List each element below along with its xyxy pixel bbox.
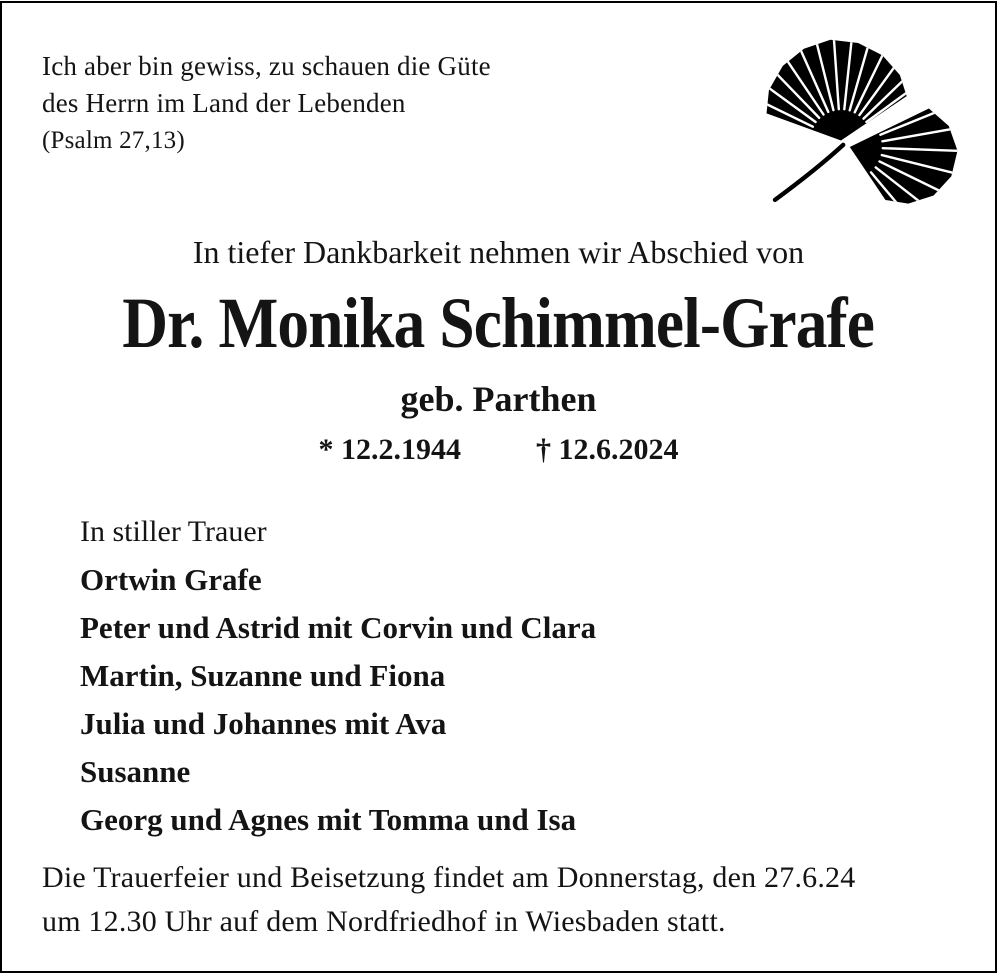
deceased-name bbox=[0, 283, 997, 363]
mourner-name: Julia und Johannes mit Ava bbox=[80, 706, 447, 741]
death-date: † 12.6.2024 bbox=[536, 433, 679, 466]
intro-line: In tiefer Dankbarkeit nehmen wir Abschied von bbox=[192, 234, 805, 270]
psalm-citation: (Psalm 27,13) bbox=[42, 127, 185, 154]
mourner-name: Ortwin Grafe bbox=[80, 562, 262, 597]
mourners-list bbox=[80, 508, 596, 844]
funeral-line: Die Trauerfeier und Beisetzung findet am Donnerstag, den 27.6.24 bbox=[42, 861, 856, 894]
psalm-line: des Herrn im Land der Lebenden bbox=[42, 88, 406, 118]
ginkgo-leaf-icon bbox=[742, 28, 962, 210]
psalm-quote bbox=[42, 48, 491, 159]
life-dates bbox=[0, 433, 997, 467]
psalm-line: Ich aber bin gewiss, zu schauen die Güte bbox=[42, 51, 491, 81]
mourner-name: Peter und Astrid mit Corvin und Clara bbox=[80, 610, 597, 645]
funeral-info bbox=[42, 856, 982, 944]
mourner-name: Georg und Agnes mit Tomma und Isa bbox=[80, 802, 577, 837]
maiden-name: geb. Parthen bbox=[400, 379, 597, 419]
mourner-name: Susanne bbox=[80, 754, 191, 789]
deceased-name-text: Dr. Monika Schimmel-Grafe bbox=[122, 283, 875, 363]
funeral-line: um 12.30 Uhr auf dem Nordfriedhof in Wiesbaden statt. bbox=[42, 905, 726, 938]
mourning-lead: In stiller Trauer bbox=[80, 515, 267, 548]
mourner-name: Martin, Suzanne und Fiona bbox=[80, 658, 446, 693]
birth-date: * 12.2.1944 bbox=[318, 433, 461, 466]
